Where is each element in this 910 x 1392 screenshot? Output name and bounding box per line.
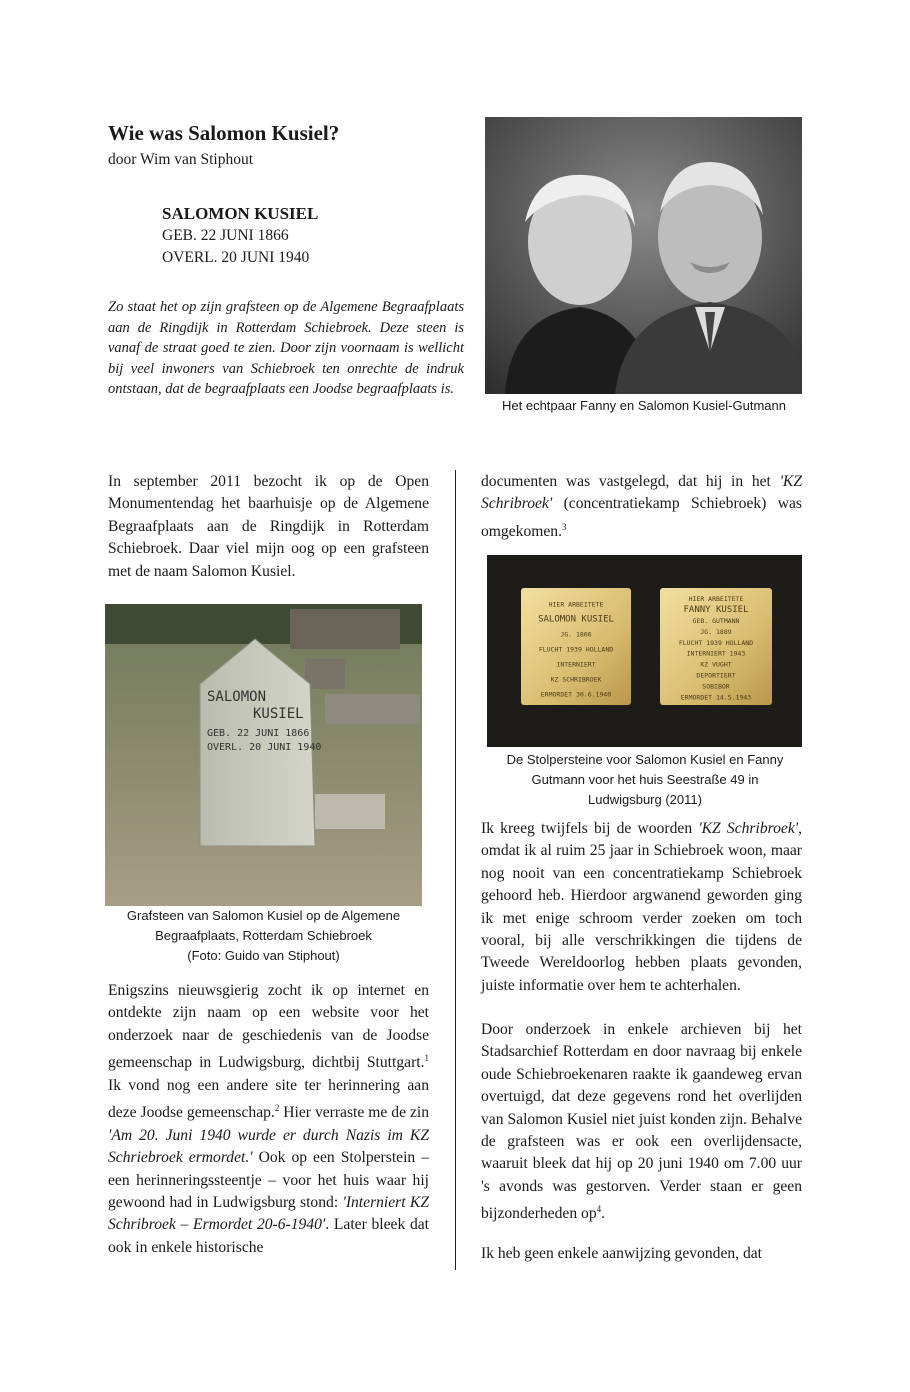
stone2text-line: DEPORTIERT [696, 671, 736, 680]
left-p2-c: Hier verraste me de zin [279, 1104, 429, 1122]
right-paragraph-1 [481, 471, 802, 543]
right-paragraph-2 [481, 818, 802, 997]
stone2text-line: FANNY KUSIEL [683, 605, 749, 616]
epitaph-block [162, 203, 318, 269]
portrait-photo [485, 117, 802, 394]
stone2text-line: SOBIBOR [702, 682, 730, 691]
epitaph-name: SALOMON KUSIEL [162, 204, 319, 223]
stone-line-2: KUSIEL [253, 706, 304, 722]
stolpersteine-image [487, 555, 802, 747]
right-p2-a: Ik kreeg twijfels bij de woorden [481, 820, 699, 837]
right-p3-end: . [601, 1205, 606, 1223]
byline: door Wim van Stiphout [108, 151, 254, 168]
epitaph-died: OVERL. 20 JUNI 1940 [162, 249, 310, 266]
stone2text-line: HIER ARBEITETE [688, 595, 744, 604]
stolpersteine-caption-line-1: De Stolpersteine voor Salomon Kusiel en Fanny [506, 752, 784, 767]
article-title: Wie was Salomon Kusiel? [108, 121, 340, 145]
right-p2-quote: 'KZ Schribroek' [698, 820, 799, 837]
stone-line-4: OVERL. 20 JUNI 1940 [207, 742, 322, 753]
stone1text-line: SALOMON KUSIEL [538, 614, 614, 625]
gravestone-caption [100, 906, 427, 966]
stone2text-line: FLUCHT 1939 HOLLAND [678, 638, 754, 647]
stolpersteine-caption-line-2: Gutmann voor het huis Seestraße 49 in [531, 772, 759, 787]
stone1text-line: INTERNIERT [556, 660, 596, 669]
stone2text-line: JG. 1889 [700, 627, 732, 636]
right-paragraph-4: Ik heb geen enkele aanwijzing gevonden, dat [481, 1245, 763, 1262]
stone2text-line: ERMORDET 14.5.1943 [680, 693, 752, 702]
footnote-1[interactable]: 1 [424, 1053, 429, 1064]
epitaph-born: GEB. 22 JUNI 1866 [162, 227, 289, 244]
stone2text-line: KZ VUGHT [700, 660, 732, 669]
gravestone-caption-line-1: Grafsteen van Salomon Kusiel op de Algemene [126, 908, 401, 923]
stone1text-line: ERMORDET 30.6.1940 [540, 690, 612, 699]
gravestone-caption-line-2: Begraafplaats, Rotterdam Schiebroek [155, 928, 372, 943]
footnote-4[interactable]: 4 [596, 1204, 602, 1215]
stolpersteine-photo [487, 555, 802, 747]
right-p1-a: documenten was vastgelegd, dat hij in het [481, 473, 780, 490]
gravestone-photo [105, 604, 422, 906]
right-paragraph-3 [481, 1019, 802, 1226]
footnote-3[interactable]: 3 [561, 521, 567, 532]
left-p2-a: Enigszins nieuwsgierig zocht ik op internet en ontdekte zijn naam op een website voor het onderzoek naar de geschiedenis van de Joodse gemeenschap in Ludwigsburg, dichtbij Stuttgart. [108, 982, 429, 1072]
gravestone-image [105, 604, 422, 906]
right-p1-b: (concentratiekamp Schiebroek) was omgekomen. [481, 495, 802, 540]
portrait-caption: Het echtpaar Fanny en Salomon Kusiel-Gutmann [502, 398, 786, 413]
gravestone-caption-line-3: (Foto: Guido van Stiphout) [187, 948, 340, 963]
left-p2-quote-1: 'Am 20. Juni 1940 wurde er durch Nazis im KZ Schriebroek ermordet.' [108, 1126, 429, 1167]
left-p2-d: Ook op een Stolperstein – een herinneringssteentje – voor het huis waar hij gewoond had in Ludwigsburg stond: [108, 1149, 430, 1212]
left-paragraph-1: In september 2011 bezocht ik op de Open Monumentendag het baarhuisje op de Algemene Begraafplaats aan de Ringdijk in Rotterdam Schiebroek. Daar viel mijn oog op een grafsteen met de naam Salomon Kusiel. [108, 473, 429, 580]
right-p3: Door onderzoek in enkele archieven bij het Stadsarchief Rotterdam en door navraag bij enkele oude Schiebroekenaren raakte ik gaandeweg ervan overtuigd, dat deze gegevens rond het overlijden van Salomon Kusiel niet juist konden zijn. Behalve de grafsteen was er ook een overlijdensacte, waaruit bleek dat hij op 20 juni 1940 om 7.00 uur 's avonds was gestorven. Verder staan er geen bijzonderheden op [481, 1021, 802, 1223]
stone1text-line: KZ SCHRIBROEK [550, 675, 602, 684]
left-paragraph-2 [108, 980, 429, 1259]
stone-line-3: GEB. 22 JUNI 1866 [207, 728, 310, 739]
intro-paragraph: Zo staat het op zijn grafsteen op de Algemene Begraafplaats aan de Ringdijk in Rotterdam Schiebroek. Deze steen is vanaf de straat goed te zien. Door zijn voornaam is wellicht bij veel inwoners van Schiebroek ten onrechte de indruk ontstaan, dat de begraafplaats een Joodse begraafplaats is. [108, 299, 464, 398]
stolpersteine-caption-line-3: Ludwigsburg (2011) [588, 792, 702, 807]
stone1text-line: JG. 1866 [560, 630, 592, 639]
left-p2-e: . Later bleek dat ook in enkele historische [108, 1216, 430, 1256]
column-divider [455, 470, 456, 1270]
footnote-2[interactable]: 2 [274, 1103, 280, 1114]
left-p2-quote-2: 'Interniert KZ Schribroek – Ermordet 20-6-1940' [108, 1194, 429, 1234]
stone2text-line: INTERNIERT 1943 [686, 649, 746, 658]
portrait-image [485, 117, 802, 394]
right-p1-quote: 'KZ Schribroek' [481, 473, 802, 513]
left-p2-b: Ik vond nog een andere site ter herinnering aan deze Joodse gemeenschap. [108, 1076, 429, 1122]
stone2text-line: GEB. GUTMANN [692, 616, 740, 625]
stone1text-line: HIER ARBEITETE [548, 600, 604, 609]
stone1text-line: FLUCHT 1939 HOLLAND [538, 645, 614, 654]
stone-line-1: SALOMON [207, 689, 267, 705]
stolpersteine-caption [480, 750, 810, 810]
right-p2-b: , omdat ik al ruim 25 jaar in Schiebroek woon, maar nog nooit van een concentratiekamp Schiebroek gehoord heb. Hierdoor argwanend geworden ging ik met enige schroom verder zoeken om toch vooral, bij alle verschrikkingen die tijdens de Tweede Wereldoorlog hebben plaats gevonden, juiste informatie over hem te achterhalen. [481, 820, 802, 994]
